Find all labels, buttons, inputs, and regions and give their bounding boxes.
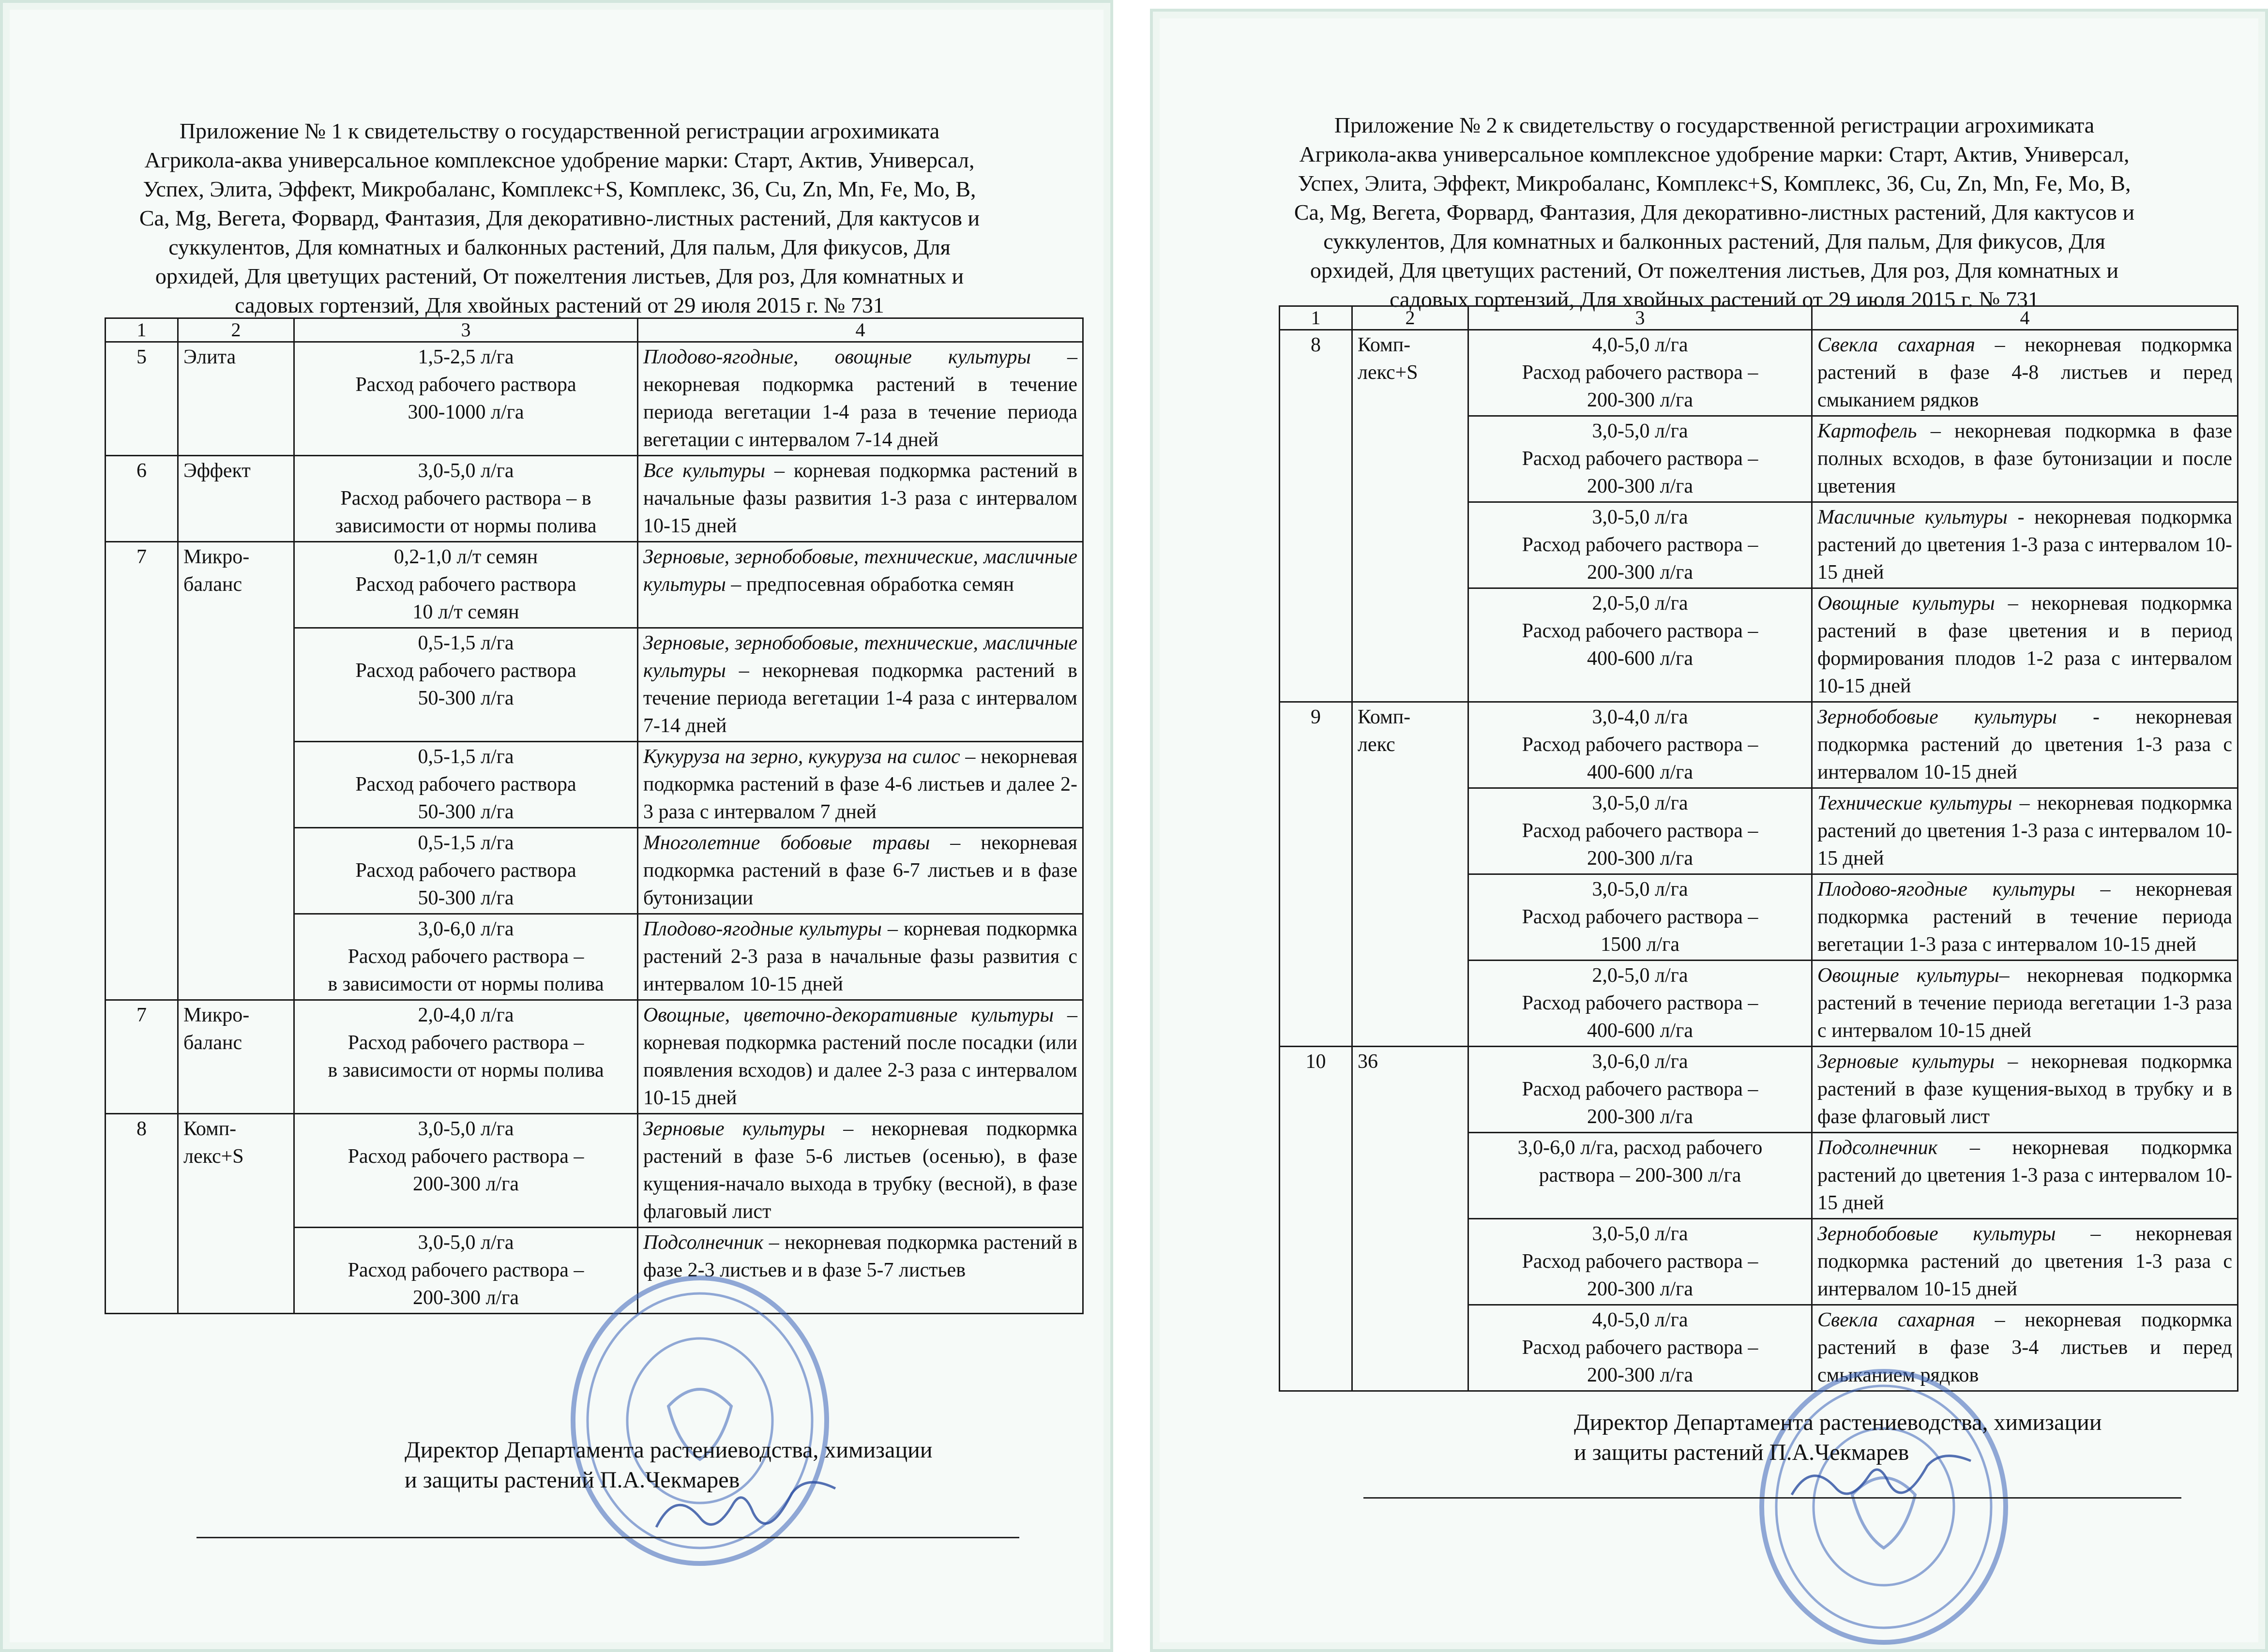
row-number: 8: [106, 1114, 178, 1314]
application-text: – некорневая подкормка растений в фазе 4-8 листьев и перед смыканием рядков: [1817, 334, 2232, 411]
application-text: – некорневая подкормка растений в фазе 6-7 листьев и в фазе бутонизации: [643, 832, 1078, 909]
page-heading: Приложение № 2 к свидетельству о государственной регистрации агрохимиката Агрикола-аква универсальное комплексное удобрение марки: Старт, Актив, Универсал, Успех, Элита, Эффект, Микробаланс, Комплекс+S, Комплекс, 36, Cu, Zn, Mn, Fe, Mo, B, Ca, Mg, Вегета, Форвард, Фантазия, Для декоративно-листных растений, Для кактусов и суккулентов, Для комнатных и балконных растений, Для пальм, Для фикусов, Для орхидей, Для цветущих растений, От пожелтения листьев, Для роз, Для комнатных и садовых гортензий, Для хвойных растений от 29 июля 2015 г. № 731: [1294, 113, 2135, 312]
application-cell: [1812, 1047, 2238, 1133]
dosage-cell: 3,0-6,0 л/га, расход рабочего раствора – 200-300 л/га: [1468, 1133, 1812, 1219]
brand-name: Комп- лекс+S: [1352, 330, 1468, 702]
dosage-cell: 4,0-5,0 л/га Расход рабочего раствора – 200-300 л/га: [1468, 330, 1812, 416]
dosage-cell: 0,5-1,5 л/га Расход рабочего раствора 50-300 л/га: [294, 628, 638, 742]
application-cell: [1812, 961, 2238, 1047]
brand-name: Микро- баланс: [178, 1000, 294, 1114]
crop-name: Зерновые культуры: [643, 1118, 825, 1140]
row-number: 7: [106, 542, 178, 1000]
dosage-cell: 0,2-1,0 л/т семян Расход рабочего раствора 10 л/т семян: [294, 542, 638, 628]
application-text: – некорневая подкормка растений в фазе 3-4 листьев и перед смыканием рядков: [1817, 1309, 2232, 1386]
table-row: [106, 1000, 1083, 1114]
table-body: [106, 342, 1083, 1314]
application-text: – некорневая подкормка растений до цветения 1-3 раза с интервалом 10-15 дней: [1817, 792, 2232, 870]
brand-name: Комп- лекс: [1352, 702, 1468, 1047]
crop-name: Подсолнечник: [1817, 1137, 1938, 1159]
application-cell: [1812, 874, 2238, 961]
dosage-cell: 3,0-5,0 л/га Расход рабочего раствора – в зависимости от нормы полива: [294, 456, 638, 542]
crop-name: Плодово-ягодные культуры: [1817, 878, 2075, 901]
dosage-cell: 3,0-4,0 л/га Расход рабочего раствора – 400-600 л/га: [1468, 702, 1812, 788]
application-cell: [1812, 788, 2238, 874]
dosage-cell: 4,0-5,0 л/га Расход рабочего раствора – 200-300 л/га: [1468, 1305, 1812, 1391]
crop-name: Зернобобовые культуры: [1817, 706, 2057, 728]
column-header: 1: [106, 318, 178, 342]
application-cell: [638, 1000, 1083, 1114]
dosage-cell: 3,0-5,0 л/га Расход рабочего раствора – 200-300 л/га: [1468, 788, 1812, 874]
dosage-cell: 2,0-5,0 л/га Расход рабочего раствора – 400-600 л/га: [1468, 961, 1812, 1047]
crop-name: Овощные культуры: [1817, 964, 1999, 987]
dosage-cell: 3,0-5,0 л/га Расход рабочего раствора – 1500 л/га: [1468, 874, 1812, 961]
column-header: 3: [1468, 306, 1812, 330]
table-header-row: [106, 318, 1083, 342]
crop-name: Свекла сахарная: [1817, 334, 1975, 356]
application-text: – некорневая подкормка растений в фазе 5-6 листьев (осенью), в фазе кущения-начало выхода в трубку (весной), в фазе флаговый лист: [643, 1118, 1077, 1223]
application-cell: [638, 1114, 1083, 1228]
signature-text: Директор Департамента растениеводства, химизации и защиты растений П.А.Чекмарев: [1574, 1410, 2102, 1465]
crop-name: Плодово-ягодные, овощные культуры: [643, 346, 1031, 368]
application-cell: [1812, 330, 2238, 416]
application-cell: [638, 628, 1083, 742]
application-text: – корневая подкормка растений 2-3 раза в начальные фазы развития с интервалом 10-15 дней: [643, 918, 1078, 995]
dosage-cell: 0,5-1,5 л/га Расход рабочего раствора 50-300 л/га: [294, 742, 638, 828]
application-cell: [638, 828, 1083, 914]
row-number: 5: [106, 342, 178, 456]
crop-name: Зернобобовые культуры: [1817, 1223, 2056, 1245]
crop-name: Подсолнечник: [643, 1231, 764, 1254]
application-text: – некорневая подкормка растений в фазе 2-3 листьев и в фазе 5-7 листьев: [643, 1231, 1077, 1281]
dosage-cell: 3,0-6,0 л/га Расход рабочего раствора – в зависимости от нормы полива: [294, 914, 638, 1000]
crop-name: Свекла сахарная: [1817, 1309, 1975, 1331]
crop-name: Все культуры: [643, 460, 766, 482]
document-page-1: [0, 0, 1113, 1652]
registration-table: [1279, 305, 2238, 1392]
dosage-cell: 3,0-6,0 л/га Расход рабочего раствора – 200-300 л/га: [1468, 1047, 1812, 1133]
application-text: – некорневая подкормка растений в фазе кущения-выход в трубку и в фазе флаговый лист: [1817, 1051, 2232, 1128]
brand-name: Комп- лекс+S: [178, 1114, 294, 1314]
application-cell: [638, 456, 1083, 542]
brand-name: Эффект: [178, 456, 294, 542]
column-header: 3: [294, 318, 638, 342]
application-cell: [1812, 588, 2238, 702]
dosage-cell: 1,5-2,5 л/га Расход рабочего раствора 300-1000 л/га: [294, 342, 638, 456]
crop-name: Овощные культуры: [1817, 592, 1995, 615]
dosage-cell: 0,5-1,5 л/га Расход рабочего раствора 50-300 л/га: [294, 828, 638, 914]
crop-name: Кукуруза на зерно, кукуруза на силос: [643, 746, 960, 768]
application-text: – некорневая подкормка растений в течение периода вегетации 1-4 раза в течение периода вегетации с интервалом 7-14 дней: [643, 346, 1077, 451]
row-number: 7: [106, 1000, 178, 1114]
application-text: – некорневая подкормка растений в фазе цветения и в период формирования плодов 1-2 раза с интервалом 10-15 дней: [1817, 592, 2232, 697]
crop-name: Технические культуры: [1817, 792, 2012, 814]
application-text: – некорневая подкормка растений в течение периода вегетации 1-3 раза с интервалом 10-15 дней: [1817, 878, 2233, 956]
crop-name: Зерновые, зернобобовые, технические, масличные культуры: [643, 632, 1077, 682]
row-number: 10: [1280, 1047, 1352, 1391]
registration-table: [105, 317, 1084, 1314]
application-cell: [1812, 1219, 2238, 1305]
table-body: [1280, 330, 2238, 1391]
signature-line: [1363, 1497, 2181, 1499]
application-text: – некорневая подкормка растений в течение периода вегетации 1-4 раза с интервалом 7-14 дней: [643, 660, 1077, 737]
application-cell: [1812, 416, 2238, 502]
application-cell: [1812, 702, 2238, 788]
signature-text: Директор Департамента растениеводства, химизации и защиты растений П.А.Чекмарев: [405, 1437, 933, 1493]
application-text: – корневая подкормка растений после посадки (или появления всходов) и далее 2-3 раза с интервалом 10-15 дней: [643, 1004, 1078, 1109]
application-cell: [638, 914, 1083, 1000]
column-header: 4: [638, 318, 1083, 342]
table-row: [106, 542, 1083, 628]
application-text: – предпосевная обработка семян: [726, 573, 1014, 596]
dosage-cell: 2,0-5,0 л/га Расход рабочего раствора – 400-600 л/га: [1468, 588, 1812, 702]
application-text: – некорневая подкормка растений до цветения 1-3 раза с интервалом 10-15 дней: [1817, 1223, 2232, 1300]
table-row: [1280, 702, 2238, 788]
crop-name: Картофель: [1817, 420, 1917, 442]
column-header: 2: [178, 318, 294, 342]
crop-name: Зерновые культуры: [1817, 1051, 1995, 1073]
column-header: 2: [1352, 306, 1468, 330]
dosage-cell: 2,0-4,0 л/га Расход рабочего раствора – в зависимости от нормы полива: [294, 1000, 638, 1114]
brand-name: Микро- баланс: [178, 542, 294, 1000]
application-text: - некорневая подкормка растений до цветения 1-3 раза с интервалом 10-15 дней: [1817, 706, 2232, 783]
application-cell: [1812, 502, 2238, 588]
crop-name: Овощные, цветочно-декоративные культуры: [643, 1004, 1054, 1026]
column-header: 4: [1812, 306, 2238, 330]
crop-name: Зерновые, зернобобовые, технические, масличные культуры: [643, 546, 1077, 596]
dosage-cell: 3,0-5,0 л/га Расход рабочего раствора – 200-300 л/га: [1468, 416, 1812, 502]
dosage-cell: 3,0-5,0 л/га Расход рабочего раствора – 200-300 л/га: [1468, 502, 1812, 588]
application-text: – некорневая подкормка растений в фазе 4-6 листьев и далее 2-3 раза с интервалом 7 дней: [643, 746, 1078, 823]
application-cell: [638, 742, 1083, 828]
table-row: [106, 1114, 1083, 1228]
application-cell: [638, 542, 1083, 628]
signature-line: [197, 1537, 1019, 1538]
crop-name: Многолетние бобовые травы: [643, 832, 930, 854]
application-text: – корневая подкормка растений в начальные фазы развития 1-3 раза с интервалом 10-15 дней: [643, 460, 1077, 537]
column-header: 1: [1280, 306, 1352, 330]
application-text: – некорневая подкормка растений до цветения 1-3 раза с интервалом 10-15 дней: [1817, 1137, 2232, 1214]
dosage-cell: 3,0-5,0 л/га Расход рабочего раствора – 200-300 л/га: [294, 1114, 638, 1228]
crop-name: Масличные культуры: [1817, 506, 2008, 528]
table-header-row: [1280, 306, 2238, 330]
dosage-cell: 3,0-5,0 л/га Расход рабочего раствора – 200-300 л/га: [1468, 1219, 1812, 1305]
brand-name: 36: [1352, 1047, 1468, 1391]
table-row: [106, 342, 1083, 456]
brand-name: Элита: [178, 342, 294, 456]
application-text: - некорневая подкормка растений до цветения 1-3 раза с интервалом 10-15 дней: [1817, 506, 2233, 584]
page-heading: Приложение № 1 к свидетельству о государственной регистрации агрохимиката Агрикола-аква универсальное комплексное удобрение марки: Старт, Актив, Универсал, Успех, Элита, Эффект, Микробаланс, Комплекс+S, Комплекс, 36, Cu, Zn, Mn, Fe, Mo, B, Ca, Mg, Вегета, Форвард, Фантазия, Для декоративно-листных растений, Для кактусов и суккулентов, Для комнатных и балконных растений, Для пальм, Для фикусов, Для орхидей, Для цветущих растений, От пожелтения листьев, Для роз, Для комнатных и садовых гортензий, Для хвойных растений от 29 июля 2015 г. № 731: [139, 119, 980, 317]
crop-name: Плодово-ягодные культуры: [643, 918, 882, 940]
table-row: [106, 456, 1083, 542]
application-text: – некорневая подкормка растений в течение периода вегетации 1-3 раза с интервалом 10-15 дней: [1817, 964, 2232, 1042]
row-number: 8: [1280, 330, 1352, 702]
row-number: 9: [1280, 702, 1352, 1047]
document-page-2: [1150, 9, 2268, 1652]
dosage-cell: 3,0-5,0 л/га Расход рабочего раствора – 200-300 л/га: [294, 1228, 638, 1314]
row-number: 6: [106, 456, 178, 542]
application-cell: [1812, 1133, 2238, 1219]
table-row: [1280, 330, 2238, 416]
table-row: [1280, 1047, 2238, 1133]
application-text: – некорневая подкормка в фазе полных всходов, в фазе бутонизации и после цветения: [1817, 420, 2232, 497]
application-cell: [638, 342, 1083, 456]
